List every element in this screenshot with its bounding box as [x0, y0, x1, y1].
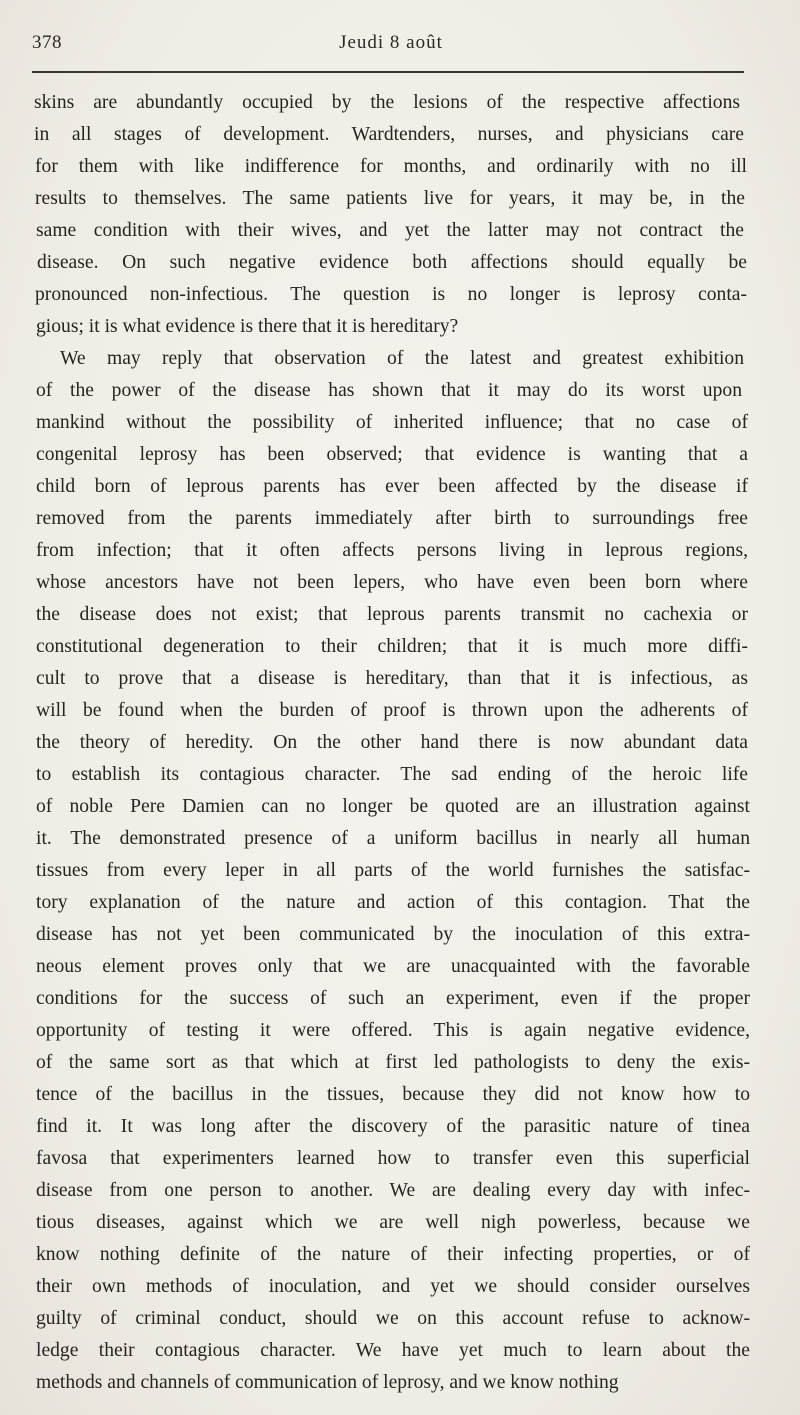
text-line: will be found when the burden of proof is thrown upon the adherents of [36, 700, 748, 721]
text-line: of the power of the disease has shown that it may do its worst upon [36, 380, 742, 401]
text-line: favosa that experimenters learned how to transfer even this superficial [36, 1148, 750, 1169]
page-number: 378 [32, 32, 62, 53]
text-line: their own methods of inoculation, and yet we should consider ourselves [36, 1276, 750, 1297]
text-line: disease has not yet been communicated by the inoculation of this extra- [36, 924, 750, 945]
text-line: tence of the bacillus in the tissues, because they did not know how to [36, 1084, 750, 1105]
text-line: the theory of heredity. On the other hand there is now abundant data [36, 732, 748, 753]
text-line: neous element proves only that we are unacquainted with the favorable [36, 956, 750, 977]
text-line: it. The demonstrated presence of a uniform bacillus in nearly all human [36, 828, 750, 849]
text-line: the disease does not exist; that leprous parents transmit no cachexia or [36, 604, 748, 625]
text-line: disease. On such negative evidence both affections should equally be [37, 252, 747, 273]
text-line: pronounced non-infectious. The question is no longer is leprosy conta- [35, 284, 747, 305]
text-line: congenital leprosy has been observed; that evidence is wanting that a [36, 444, 748, 465]
text-line: guilty of criminal conduct, should we on this account refuse to acknow- [36, 1308, 750, 1329]
text-line: constitutional degeneration to their children; that it is much more diffi- [36, 636, 748, 657]
text-line: child born of leprous parents has ever been affected by the disease if [36, 476, 748, 497]
text-line: whose ancestors have not been lepers, who have even been born where [36, 572, 748, 593]
text-line: ledge their contagious character. We have yet much to learn about the [36, 1340, 750, 1361]
text-line: tissues from every leper in all parts of the world furnishes the satisfac- [36, 860, 750, 881]
text-line: from infection; that it often affects persons living in leprous regions, [36, 540, 748, 561]
text-line: same condition with their wives, and yet the latter may not contract the [36, 220, 744, 241]
text-line: cult to prove that a disease is hereditary, than that it is infectious, as [36, 668, 748, 689]
text-line: conditions for the success of such an experiment, even if the proper [36, 988, 750, 1009]
text-line: results to themselves. The same patients live for years, it may be, in the [35, 188, 745, 209]
text-line: of noble Pere Damien can no longer be quoted are an illustration against [36, 796, 750, 817]
text-line: tious diseases, against which we are well nigh powerless, because we [36, 1212, 750, 1233]
text-line: methods and channels of communication of leprosy, and we know nothing [36, 1372, 619, 1393]
running-head: Jeudi 8 août [339, 32, 443, 53]
text-line: to establish its contagious character. The sad ending of the heroic life [36, 764, 748, 785]
text-line: tory explanation of the nature and action of this contagion. That the [36, 892, 750, 913]
text-line: find it. It was long after the discovery of the parasitic nature of tinea [36, 1116, 750, 1137]
text-line: gious; it is what evidence is there that it is hereditary? [36, 316, 459, 337]
text-line: We may reply that observation of the latest and greatest exhibition [60, 348, 744, 369]
text-line: opportunity of testing it were offered. This is again negative evidence, [36, 1020, 750, 1041]
text-line: know nothing definite of the nature of their infecting properties, or of [36, 1244, 750, 1265]
text-line: for them with like indifference for months, and ordinarily with no ill [35, 156, 747, 177]
text-line: skins are abundantly occupied by the lesions of the respective affections [34, 92, 740, 113]
text-line: removed from the parents immediately after birth to surroundings free [36, 508, 748, 529]
text-line: of the same sort as that which at first led pathologists to deny the exis- [36, 1052, 750, 1073]
text-line: disease from one person to another. We are dealing every day with infec- [36, 1180, 750, 1201]
text-line: mankind without the possibility of inherited influence; that no case of [36, 412, 748, 433]
text-line: in all stages of development. Wardtenders, nurses, and physicians care [34, 124, 744, 145]
